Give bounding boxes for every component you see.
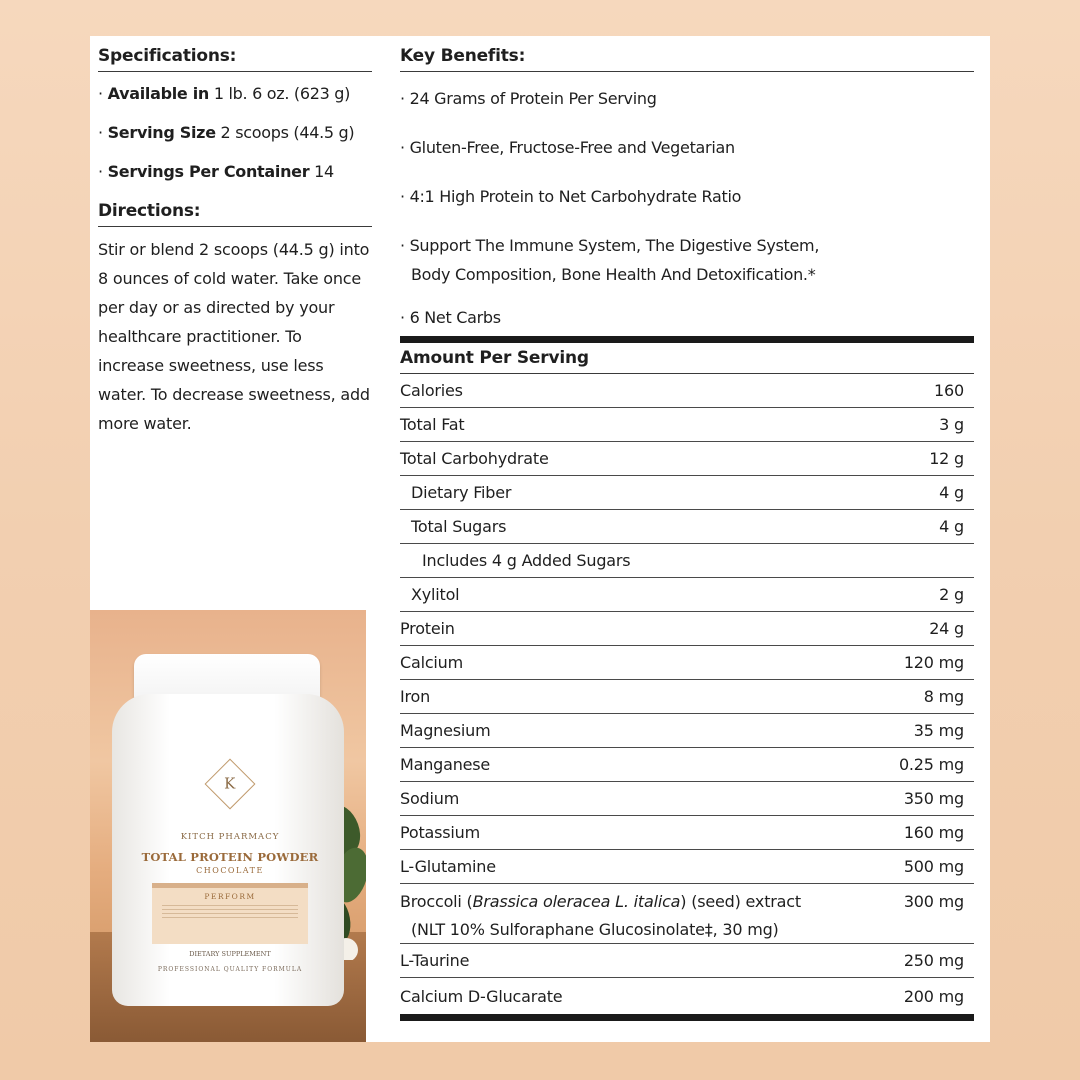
table-row: Manganese 0.25 mg — [400, 748, 974, 782]
spec-item: · Servings Per Container 14 — [98, 162, 334, 181]
brand-name: KITCH PHARMACY — [180, 832, 280, 842]
table-row: Broccoli (Brassica oleracea L. italica) (seed) extract (NLT 10% Sulforaphane Glucosinolate‡, 30 mg) 300 mg — [400, 884, 974, 944]
table-row: Iron 8 mg — [400, 680, 974, 714]
table-row: Total Sugars 4 g — [400, 510, 974, 544]
table-row: Sodium 350 mg — [400, 782, 974, 816]
table-row: L-Glutamine 500 mg — [400, 850, 974, 884]
directions-title: Directions: — [98, 201, 372, 227]
spec-item: · Available in 1 lb. 6 oz. (623 g) — [98, 84, 351, 103]
info-panel — [90, 36, 990, 1042]
table-row: Dietary Fiber 4 g — [400, 476, 974, 510]
broccoli-name: Broccoli (Brassica oleracea L. italica) (seed) extract (NLT 10% Sulforaphane Glucosinolate‡, 30 mg) — [400, 892, 801, 939]
product-photo — [90, 610, 366, 1042]
product-name: TOTAL PROTEIN POWDER — [141, 850, 319, 864]
table-row: Xylitol 2 g — [400, 578, 974, 612]
table-row: Calcium 120 mg — [400, 646, 974, 680]
label-fine-print — [162, 905, 298, 921]
left-column — [98, 46, 372, 438]
product-flavor: CHOCOLATE — [196, 866, 264, 875]
perform-box — [152, 883, 308, 944]
supplement-facts-table — [400, 336, 974, 1021]
table-row: Total Carbohydrate 12 g — [400, 442, 974, 476]
right-column — [400, 46, 974, 352]
jar-label — [140, 760, 320, 990]
specifications-list — [98, 84, 372, 181]
amount-per-serving-header: Amount Per Serving — [400, 343, 974, 374]
table-row: L-Taurine 250 mg — [400, 944, 974, 978]
key-benefits-title: Key Benefits: — [400, 46, 974, 72]
table-row: Magnesium 35 mg — [400, 714, 974, 748]
product-tagline: PERFORM — [204, 892, 256, 901]
table-row: Includes 4 g Added Sugars — [400, 544, 974, 578]
product-quality: PROFESSIONAL QUALITY FORMULA — [157, 966, 303, 973]
benefit-item: · Gluten-Free, Fructose-Free and Vegetarian — [400, 138, 735, 157]
benefit-item: · 6 Net Carbs — [400, 308, 501, 327]
table-row: Calcium D-Glucarate 200 mg — [400, 978, 974, 1021]
product-type: DIETARY SUPPLEMENT — [189, 950, 271, 958]
k-logo-icon: K — [205, 759, 256, 810]
benefit-item: · 4:1 High Protein to Net Carbohydrate Ratio — [400, 187, 742, 206]
table-row: Total Fat 3 g — [400, 408, 974, 442]
table-row: Protein 24 g — [400, 612, 974, 646]
spec-item: · Serving Size 2 scoops (44.5 g) — [98, 123, 355, 142]
specifications-title: Specifications: — [98, 46, 372, 72]
table-row: Calories 160 — [400, 374, 974, 408]
benefit-item: · 24 Grams of Protein Per Serving — [400, 89, 657, 108]
key-benefits-list — [400, 84, 974, 332]
table-row: Potassium 160 mg — [400, 816, 974, 850]
directions-text: Stir or blend 2 scoops (44.5 g) into 8 ounces of cold water. Take once per day or as directed by your healthcare practitioner. To increase sweetness, use less water. To decrease sweetness, add more water. — [98, 240, 370, 433]
benefit-item: · Support The Immune System, The Digestive System, Body Composition, Bone Health And Detoxification.* — [400, 236, 820, 284]
